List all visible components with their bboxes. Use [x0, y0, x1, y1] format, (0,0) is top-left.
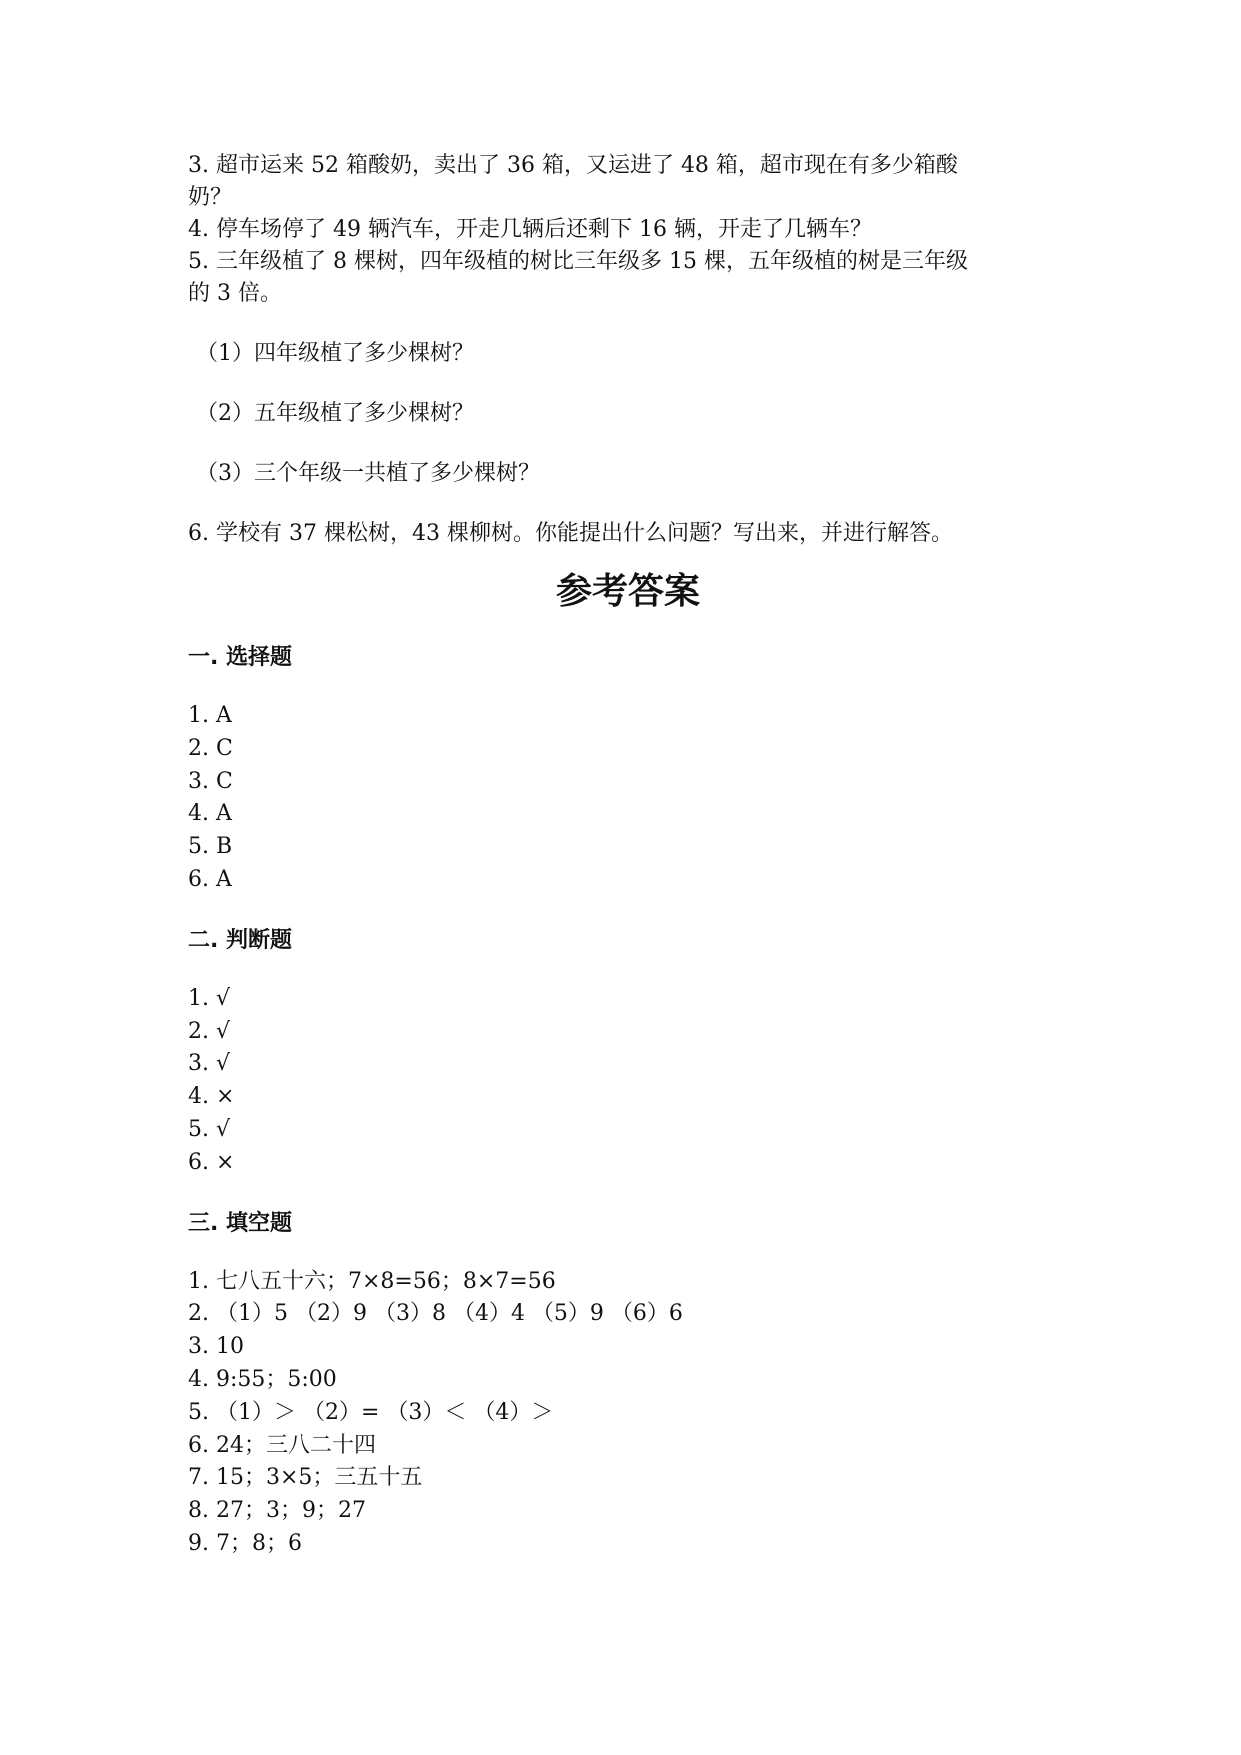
answer-item: 3. 10: [188, 1334, 244, 1360]
answer-item: 9. 7；8；6: [188, 1530, 302, 1556]
question-5-sub-1: （1）四年级植了多少棵树？: [196, 341, 474, 366]
answer-item: 3. √: [188, 1051, 231, 1077]
answer-item: 2. （1）5 （2）9 （3）8 （4）4 （5）9 （6）6: [188, 1301, 683, 1327]
section-heading-choice: 一. 选择题: [188, 645, 293, 670]
answer-item: 3. C: [188, 768, 233, 794]
question-3-line-2: 奶？: [188, 185, 233, 210]
section-heading-fill-blank: 三. 填空题: [188, 1210, 293, 1236]
answer-item: 6. ×: [188, 1149, 235, 1175]
answer-item: 4. ×: [188, 1084, 235, 1110]
answer-item: 5. （1）＞ （2）= （3）＜ （4）＞: [188, 1399, 554, 1425]
answer-item: 6. A: [188, 866, 232, 892]
question-5-line-2: 的 3 倍。: [188, 281, 282, 306]
answer-item: 6. 24；三八二十四: [188, 1432, 376, 1458]
answer-item: 4. 9:55；5:00: [188, 1366, 337, 1392]
answer-item: 2. √: [188, 1018, 231, 1044]
question-5-sub-2: （2）五年级植了多少棵树？: [196, 401, 474, 426]
question-4: 4. 停车场停了 49 辆汽车，开走几辆后还剩下 16 辆，开走了几辆车？: [188, 217, 872, 242]
answer-item: 4. A: [188, 801, 232, 827]
answer-list-choice: [188, 700, 1068, 897]
answer-item: 5. B: [188, 834, 233, 860]
answer-list-judgement: [188, 983, 1068, 1180]
answer-item: 1. 七八五十六；7×8=56；8×7=56: [188, 1268, 556, 1294]
answer-item: 5. √: [188, 1116, 231, 1142]
answer-list-fill-blank: [188, 1266, 1068, 1561]
document-content: [188, 150, 1068, 1561]
question-6: 6. 学校有 37 棵松树，43 棵柳树。你能提出什么问题？写出来，并进行解答。: [188, 521, 953, 546]
question-5-sub-3: （3）三个年级一共植了多少棵树？: [196, 461, 540, 486]
answer-item: 7. 15；3×5；三五十五: [188, 1465, 423, 1491]
answer-item: 1. A: [188, 703, 232, 728]
question-3-line-1: 3. 超市运来 52 箱酸奶，卖出了 36 箱，又运进了 48 箱，超市现在有多少箱酸: [188, 153, 958, 178]
answer-title: 参考答案: [555, 571, 700, 612]
answer-item: 8. 27；3；9；27: [188, 1498, 366, 1524]
answer-item: 2. C: [188, 735, 233, 761]
answer-item: 1. √: [188, 985, 231, 1011]
question-5-line-1: 5. 三年级植了 8 棵树，四年级植的树比三年级多 15 棵，五年级植的树是三年级: [188, 249, 968, 274]
section-heading-judgement: 二. 判断题: [188, 927, 293, 953]
